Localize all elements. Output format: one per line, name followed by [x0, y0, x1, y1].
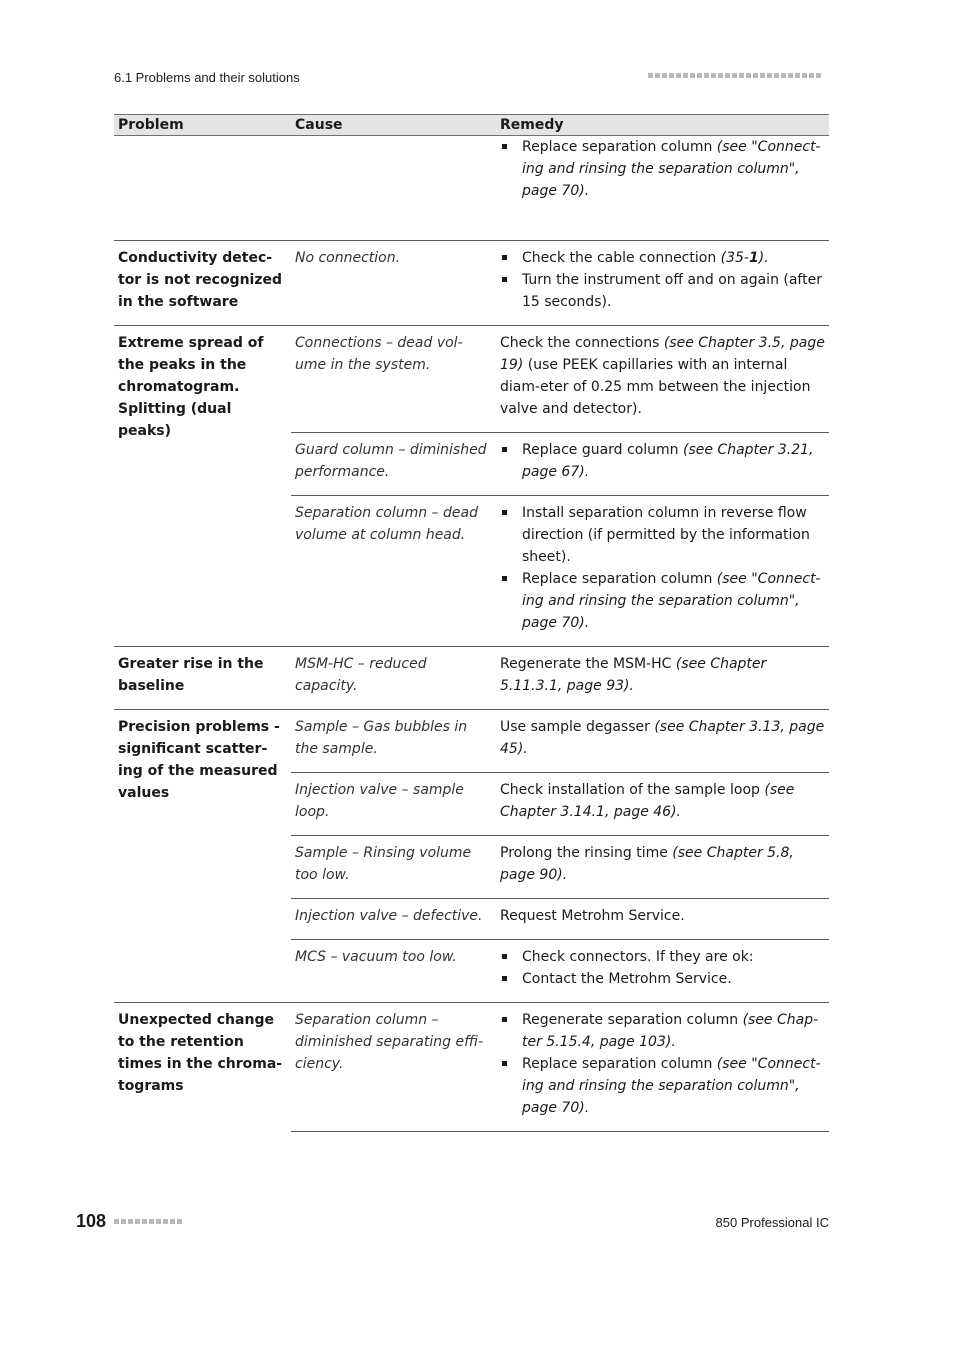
table-header-row	[114, 115, 829, 136]
table-row	[114, 1003, 829, 1132]
cause-cell	[291, 136, 496, 241]
column-header-cause: Cause	[291, 115, 496, 136]
section-title: 6.1 Problems and their solutions	[114, 70, 300, 85]
list-item: Install separation column in reverse flow direction (if permitted by the information sheet).	[500, 502, 825, 568]
remedy-cell: Check installation of the sample loop (see Chapter 3.14.1, page 46).	[496, 773, 829, 836]
product-name: 850 Professional IC	[715, 1215, 829, 1230]
table-row	[114, 326, 829, 433]
problem-cell: Extreme spread of the peaks in the chromatogram. Splitting (dual peaks)	[114, 326, 291, 647]
cause-cell: Sample – Rinsing volume too low.	[291, 836, 496, 899]
remedy-cell	[496, 496, 829, 647]
cause-cell: Guard column – diminished performance.	[291, 433, 496, 496]
list-item: Check the cable connection (35-1).	[500, 247, 825, 269]
remedy-cell	[496, 940, 829, 1003]
cause-cell: Connections – dead vol-ume in the system.	[291, 326, 496, 433]
remedy-cell: Request Metrohm Service.	[496, 899, 829, 940]
remedy-cell: Check the connections (see Chapter 3.5, page 19) (use PEEK capillaries with an internal diam-eter of 0.25 mm between the injection valve and detector).	[496, 326, 829, 433]
problem-cell: Conductivity detec-tor is not recognized in the software	[114, 241, 291, 326]
list-item: Regenerate separation column (see Chap-ter 5.15.4, page 103).	[500, 1009, 825, 1053]
table-row	[114, 710, 829, 773]
problem-cell: Precision problems - significant scatter-ing of the measured values	[114, 710, 291, 1003]
remedy-cell: Regenerate the MSM-HC (see Chapter 5.11.3.1, page 93).	[496, 647, 829, 710]
table-row	[114, 136, 829, 241]
problem-cell: Unexpected change to the retention times in the chroma-tograms	[118, 1012, 283, 1094]
list-item: Check connectors. If they are ok:	[500, 946, 825, 968]
cause-cell: Separation column – diminished separating effi-ciency.	[291, 1003, 496, 1132]
page-number: 108	[76, 1211, 107, 1231]
cause-cell: Injection valve – sample loop.	[291, 773, 496, 836]
cause-cell: Separation column – dead volume at column head.	[291, 496, 496, 647]
list-item: Contact the Metrohm Service.	[500, 968, 825, 990]
table-row	[114, 241, 829, 326]
problem-cell: Greater rise in the baseline	[114, 647, 291, 710]
list-item: Replace separation column (see "Connect-ing and rinsing the separation column", page 70).	[500, 136, 825, 202]
troubleshooting-table	[114, 114, 829, 1132]
remedy-cell	[496, 241, 829, 326]
list-item: Replace separation column (see "Connect-ing and rinsing the separation column", page 70).	[500, 568, 825, 634]
cause-cell: MCS – vacuum too low.	[291, 940, 496, 1003]
list-item: Replace separation column (see "Connect-ing and rinsing the separation column", page 70).	[500, 1053, 825, 1119]
table-row	[114, 647, 829, 710]
list-item: Turn the instrument off and on again (after 15 seconds).	[500, 269, 825, 313]
header-dots-decoration	[648, 73, 821, 78]
problem-cell	[114, 136, 291, 241]
cause-cell: Injection valve – defective.	[291, 899, 496, 940]
remedy-cell	[496, 1003, 829, 1132]
column-header-remedy: Remedy	[496, 115, 829, 136]
remedy-cell: Prolong the rinsing time (see Chapter 5.8, page 90).	[496, 836, 829, 899]
cause-cell: Sample – Gas bubbles in the sample.	[291, 710, 496, 773]
list-item: Replace guard column (see Chapter 3.21, page 67).	[500, 439, 825, 483]
remedy-cell	[496, 433, 829, 496]
remedy-cell: Use sample degasser (see Chapter 3.13, page 45).	[496, 710, 829, 773]
column-header-problem: Problem	[114, 115, 291, 136]
remedy-cell	[496, 136, 829, 241]
cause-cell: No connection.	[291, 241, 496, 326]
footer-dots-decoration	[114, 1219, 182, 1224]
cause-cell: MSM-HC – reduced capacity.	[291, 647, 496, 710]
